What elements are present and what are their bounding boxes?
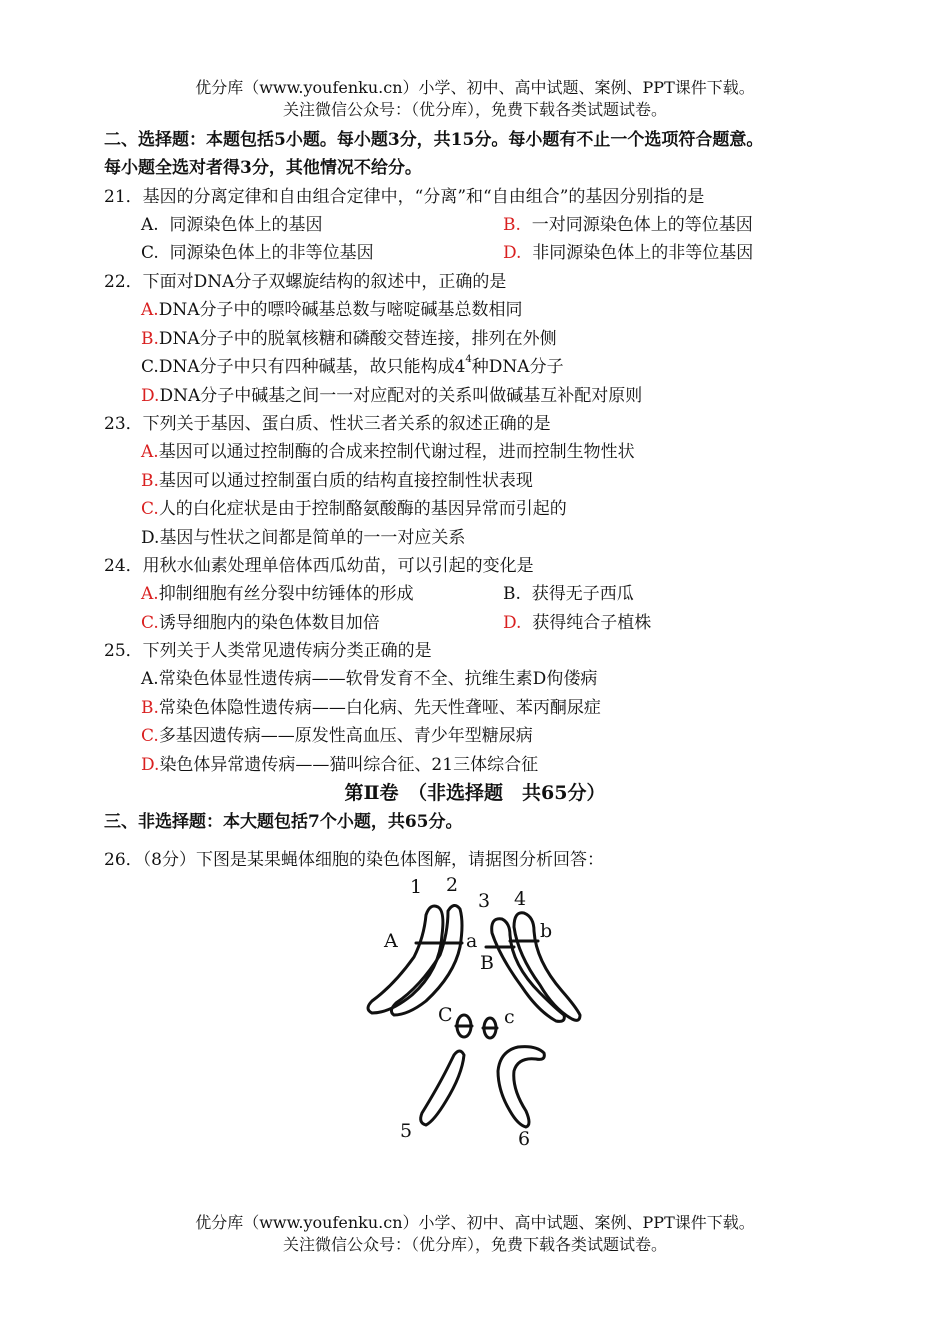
label-b: b: [540, 920, 553, 942]
footer-line-1: 优分库（www.youfenku.cn）小学、初中、高中试题、案例、PPT课件下载。: [195, 1213, 755, 1232]
q25-option-d: [141, 753, 538, 777]
option-text: 基因与性状之间都是简单的一一对应关系: [159, 528, 466, 548]
footer-line-2: 关注微信公众号：（优分库），免费下载各类试题试卷。: [282, 1235, 667, 1254]
option-letter: C.: [141, 243, 159, 263]
label-3: 3: [478, 890, 491, 912]
option-text: 同源染色体上的非等位基因: [169, 243, 374, 263]
q23-option-b: [141, 469, 533, 493]
option-text: 多基因遗传病——原发性高血压、青少年型糖尿病: [158, 726, 533, 746]
label-2: 2: [446, 875, 459, 896]
option-letter: B.: [141, 329, 159, 349]
q23-stem: 23．下列关于基因、蛋白质、性状三者关系的叙述正确的是: [104, 414, 551, 434]
option-text: DNA分子中碱基之间一一对应配对的关系叫做碱基互补配对原则: [159, 386, 643, 406]
option-letter: A.: [141, 300, 159, 320]
option-letter: D.: [141, 528, 160, 548]
label-C: C: [438, 1004, 453, 1026]
label-A: A: [384, 930, 398, 952]
option-text: 常染色体隐性遗传病——白化病、先天性聋哑、苯丙酮尿症: [158, 698, 601, 718]
q21-option-d: [503, 241, 753, 265]
option-text: 抑制细胞有丝分裂中纺锤体的形成: [158, 584, 414, 604]
q25-stem: 25．下列关于人类常见遗传病分类正确的是: [104, 641, 432, 661]
option-text: 同源染色体上的基因: [169, 215, 323, 235]
option-letter: B.: [503, 584, 521, 604]
q25-option-b: [141, 696, 601, 720]
q22-option-b: [141, 327, 557, 351]
option-letter: C.: [141, 726, 159, 746]
option-text: DNA分子中只有四种碱基，故只能构成4: [158, 357, 466, 377]
part2-title: 第Ⅱ卷 （非选择题 共65分）: [344, 782, 606, 804]
option-letter: D.: [141, 755, 160, 775]
section3-title: 三、非选择题：本大题包括7个小题，共65分。: [104, 812, 463, 832]
option-letter: D.: [503, 613, 522, 633]
q22-stem: 22．下面对DNA分子双螺旋结构的叙述中，正确的是: [104, 272, 507, 292]
header-line-2: 关注微信公众号：（优分库），免费下载各类试题试卷。: [282, 100, 667, 119]
option-text: 非同源染色体上的非等位基因: [532, 243, 754, 263]
option-letter: B.: [141, 471, 159, 491]
label-5: 5: [400, 1120, 413, 1142]
option-text: 种DNA分子: [471, 357, 564, 377]
option-letter: A.: [141, 584, 159, 604]
q22-option-a: [141, 298, 522, 322]
option-letter: D.: [141, 386, 160, 406]
superscript: 4: [465, 354, 472, 365]
q24-option-a: [141, 582, 414, 606]
header-line-1: 优分库（www.youfenku.cn）小学、初中、高中试题、案例、PPT课件下载。: [195, 78, 755, 97]
q21-stem: 21．基因的分离定律和自由组合定律中，“分离”和“自由组合”的基因分别指的是: [104, 187, 705, 207]
q25-option-a: [141, 667, 597, 691]
label-6: 6: [518, 1128, 531, 1150]
q25-option-c: [141, 724, 533, 748]
q22-option-d: [141, 384, 642, 408]
q24-option-d: [503, 611, 651, 635]
q21-option-a: [141, 213, 323, 237]
chromosome-diagram: [350, 875, 610, 1160]
option-text: 染色体异常遗传病——猫叫综合征、21三体综合征: [159, 755, 539, 775]
option-letter: C.: [141, 499, 159, 519]
option-text: DNA分子中的脱氧核糖和磷酸交替连接，排列在外侧: [158, 329, 557, 349]
label-1: 1: [410, 876, 423, 898]
option-text: 获得纯合子植株: [532, 613, 652, 633]
option-text: 基因可以通过控制蛋白质的结构直接控制性状表现: [158, 471, 533, 491]
option-text: 常染色体显性遗传病——软骨发育不全、抗维生素D佝偻病: [158, 669, 598, 689]
label-c: c: [504, 1006, 515, 1028]
option-text: DNA分子中的嘌呤碱基总数与嘧啶碱基总数相同: [158, 300, 523, 320]
option-letter: A.: [141, 442, 159, 462]
chromosome-6: [498, 1047, 544, 1127]
option-letter: B.: [503, 215, 521, 235]
q22-option-c: [141, 355, 564, 379]
q23-option-d: [141, 526, 465, 550]
q21-option-b: [503, 213, 753, 237]
option-letter: A.: [141, 669, 159, 689]
section2-title-line-1: 二、选择题：本题包括5小题。每小题3分，共15分。每小题有不止一个选项符合题意。: [104, 130, 764, 150]
option-letter: A.: [141, 215, 159, 235]
option-text: 获得无子西瓜: [531, 584, 634, 604]
option-text: 一对同源染色体上的等位基因: [531, 215, 753, 235]
option-letter: C.: [141, 613, 159, 633]
label-4: 4: [514, 888, 527, 910]
label-a: a: [466, 930, 478, 952]
q26-stem: 26．（8分）下图是某果蝇体细胞的染色体图解，请据图分析回答：: [104, 850, 604, 870]
q23-option-c: [141, 497, 567, 521]
q24-option-b: [503, 582, 634, 606]
option-letter: B.: [141, 698, 159, 718]
q21-option-c: [141, 241, 374, 265]
option-letter: C.: [141, 357, 159, 377]
option-text: 基因可以通过控制酶的合成来控制代谢过程，进而控制生物性状: [158, 442, 635, 462]
option-text: 诱导细胞内的染色体数目加倍: [158, 613, 380, 633]
option-letter: D.: [503, 243, 522, 263]
chromosome-2: [391, 905, 462, 1015]
option-text: 人的白化症状是由于控制酪氨酸酶的基因异常而引起的: [158, 499, 567, 519]
q24-stem: 24．用秋水仙素处理单倍体西瓜幼苗，可以引起的变化是: [104, 556, 534, 576]
q23-option-a: [141, 440, 635, 464]
label-B: B: [480, 952, 494, 974]
q24-option-c: [141, 611, 380, 635]
chromosome-5: [421, 1051, 464, 1125]
section2-title-line-2: 每小题全选对者得3分，其他情况不给分。: [104, 158, 422, 178]
